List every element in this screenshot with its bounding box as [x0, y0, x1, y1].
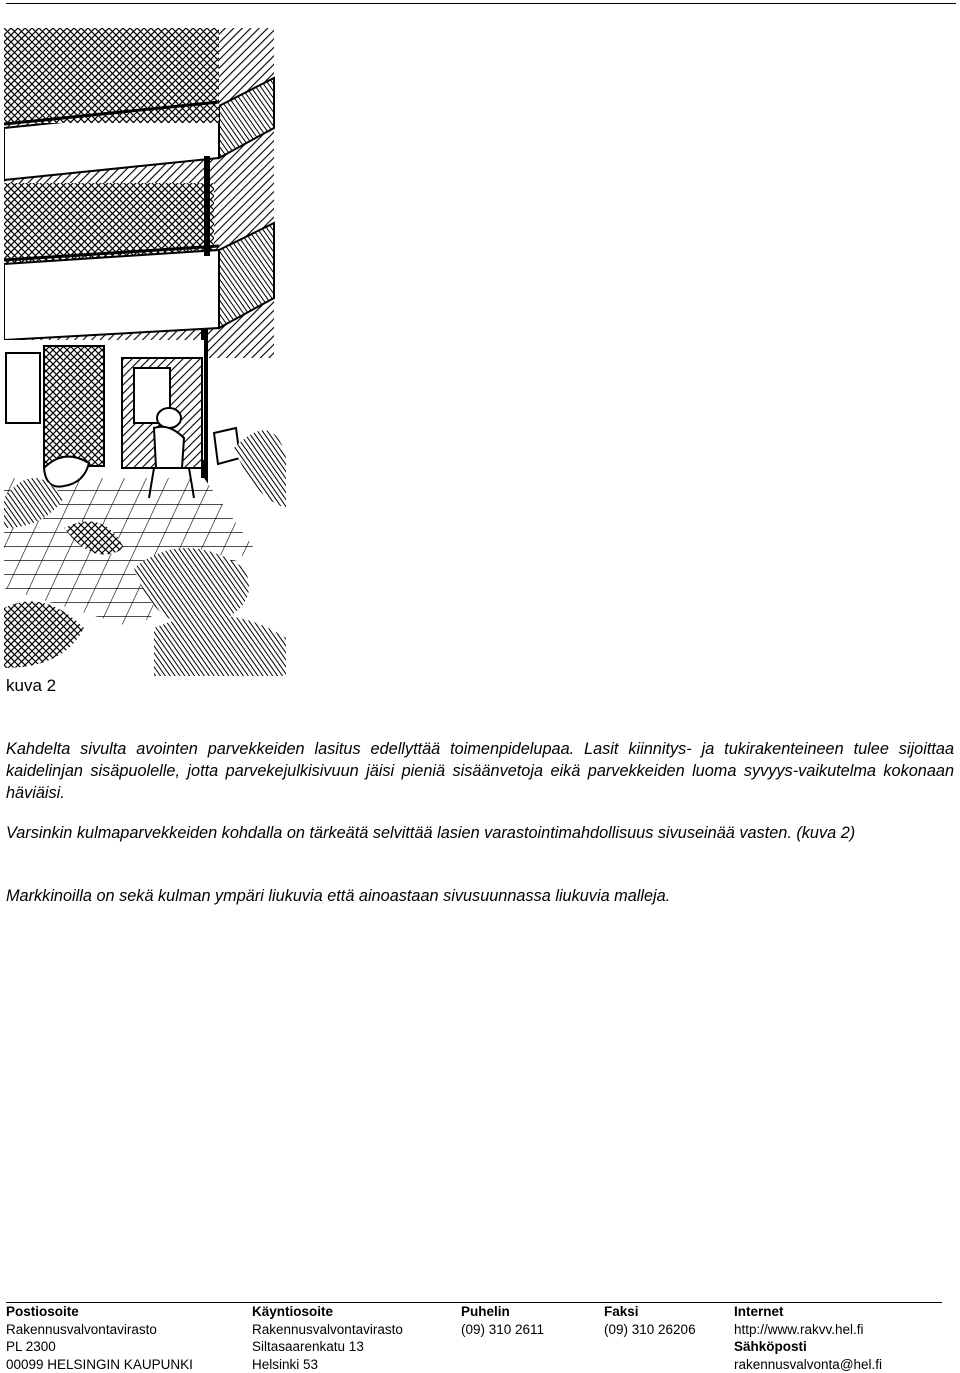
body-paragraph: Kahdelta sivulta avointen parvekkeiden lasitus edellyttää toimenpidelupaa. Lasit kiinnitys- ja tukirakenteineen tulee sijoittaa kaidelinjan sisäpuolelle, jotta parvekejulkisivuun jäisi pieniä sisäänvetoja eikä parvekkeiden luoma syvyys-vaikutelma kokonaan häviäisi. — [6, 740, 954, 802]
footer-text: (09) 310 2611 — [461, 1321, 545, 1337]
footer-postal-address — [6, 1303, 193, 1373]
email-link[interactable]: rakennusvalvonta@hel.fi — [734, 1356, 883, 1372]
website-link[interactable]: http://www.rakvv.hel.fi — [734, 1321, 864, 1337]
footer-heading: Faksi — [604, 1304, 639, 1319]
footer-phone — [461, 1303, 544, 1338]
footer-text: Rakennusvalvontavirasto — [6, 1321, 157, 1337]
footer-heading: Sähköposti — [734, 1339, 807, 1354]
body-paragraph: Varsinkin kulmaparvekkeiden kohdalla on tärkeätä selvittää lasien varastointimahdollisuus sivuseinää vasten. (kuva 2) — [6, 824, 856, 842]
footer-fax — [604, 1303, 696, 1338]
footer-heading: Käyntiosoite — [252, 1304, 334, 1319]
footer-heading: Puhelin — [461, 1304, 510, 1319]
footer-text: (09) 310 26206 — [604, 1321, 696, 1337]
footer-heading: Internet — [734, 1304, 784, 1319]
footer-heading: Postiosoite — [6, 1304, 79, 1319]
footer-visiting-address — [252, 1303, 403, 1373]
footer-text: Helsinki 53 — [252, 1356, 319, 1372]
balcony-glazing-illustration — [4, 28, 286, 676]
figure-caption: kuva 2 — [6, 676, 57, 695]
footer-text: 00099 HELSINGIN KAUPUNKI — [6, 1356, 193, 1372]
footer-text: Rakennusvalvontavirasto — [252, 1321, 403, 1337]
footer-internet — [734, 1303, 882, 1373]
top-rule — [6, 3, 956, 4]
body-paragraph: Markkinoilla on sekä kulman ympäri liukuvia että ainoastaan sivusuunnassa liukuvia malleja. — [6, 887, 671, 905]
footer-text: PL 2300 — [6, 1339, 56, 1354]
footer-text: Siltasaarenkatu 13 — [252, 1339, 364, 1354]
